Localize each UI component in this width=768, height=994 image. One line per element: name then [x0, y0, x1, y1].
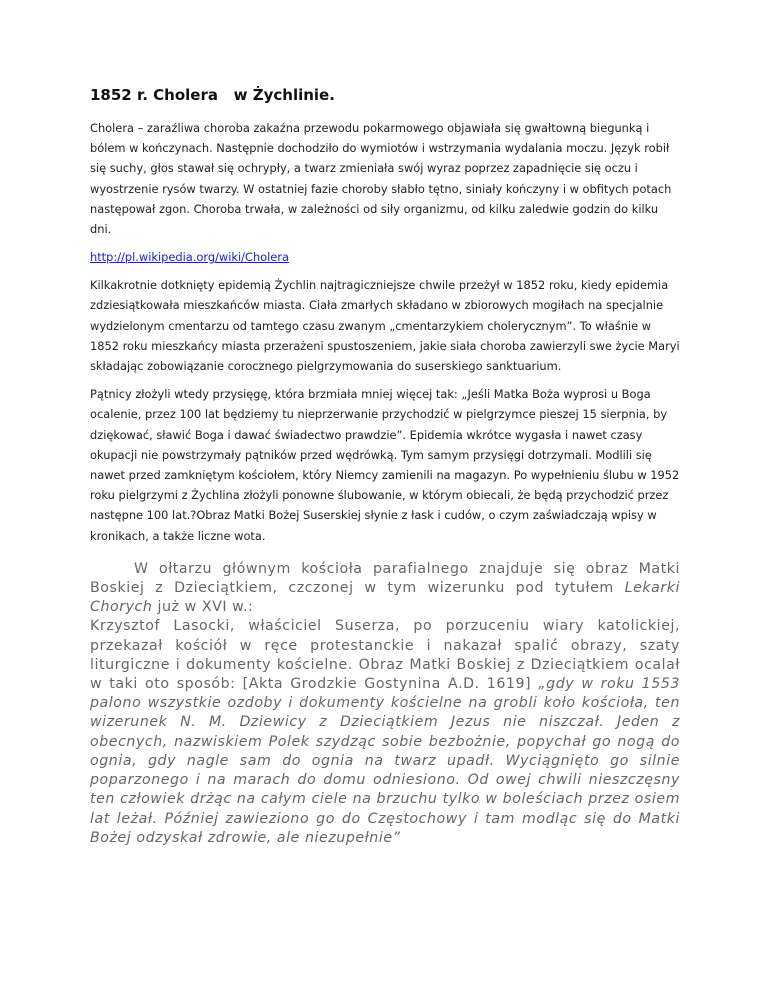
altar-intro: W ołtarzu głównym kościoła parafialnego znajduje się obraz Matki Boskiej z Dzieciątkiem, czczonej w tym wizerunku pod tytułem	[90, 560, 680, 597]
paragraph-epidemic-1852: Kilkakrotnie dotknięty epidemią Żychlin najtragiczniejsze chwile przeżył w 1852 roku, kiedy epidemia zdziesiątkowała mieszkańców miasta. Ciała zmarłych składano w zbiorowych mogiłach na specjalnie wydzielonym cmentarzu od tamtego czasu zwanym „cmentarzykiem cholerycznym”. To właśnie w 1852 roku mieszkańcy miasta przerażeni spustoszeniem, jakie siała choroba zawierzyli swe życie Maryi składając zobowiązanie corocznego pielgrzymowania do suserskiego sanktuarium.	[90, 278, 680, 374]
page-title: 1852 r. Cholera w Żychlinie.	[90, 86, 335, 104]
altar-quote: „gdy w roku 1553 palono wszystkie ozdoby i dokumenty kościelne na grobli koło kościoła, ten wizerunek N. M. Dziewicy z Dzieciątkiem Jezus nie niszczał. Jeden z obecnych, nazwiskiem Polek szydząc sobie bezbożnie, popychał go nogą do ognia, gdy nagle sam do ognia na twarz upadł. Wyciągnięto go silnie poparzonego i na marach do domu odniesiono. Od owej chwili nieszczęsny ten człowiek drżąc na całym ciele na brzuchu tylko w boleściach przez osiem lat leżał. Później zawieziono go do Częstochowy i tam modląc się do Matki Bożej odzyskał zdrowie, ale niezupełnie”	[90, 676, 680, 846]
paragraph-cholera-definition: Cholera – zaraźliwa choroba zakaźna przewodu pokarmowego objawiała się gwałtowną biegunką i bólem w kończynach. Następnie dochodziło do wymiotów i wstrzymania wydalania moczu. Język robił się suchy, głos stawał się ochrypły, a twarz zmieniała swój wyraz poprzez zapadnięcie się oczu i wyostrzenie rysów twarzy. W ostatniej fazie choroby słabło tętno, siniały kończyny i w obfitych potach następował zgon. Choroba trwała, w zależności od siły organizmu, od kilku zaledwie godzin do kilku dni.	[90, 121, 672, 237]
altar-intro-end: już w XVI w.:	[152, 599, 254, 616]
wikipedia-link[interactable]: http://pl.wikipedia.org/wiki/Cholera	[90, 250, 289, 265]
altar-title-italic: Lekarki Chorych	[90, 580, 680, 616]
paragraph-altar-image	[90, 560, 680, 848]
document-page	[90, 86, 680, 848]
paragraph-pilgrims-vow: Pątnicy złożyli wtedy przysięgę, która brzmiała mniej więcej tak: „Jeśli Matka Boża wyprosi u Boga ocalenie, przez 100 lat będziemy tu nieprzerwanie przychodzić w pielgrzymce pieszej 15 sierpnia, by dziękować, sławić Boga i dawać świadectwo prawdzie”. Epidemia wkrótce wygasła i nawet czasy okupacji nie powstrzymały pątników przed wędrówką. Tym samym przysięgi dotrzymali. Modlili się nawet przed zamkniętym kościołem, który Niemcy zamienili na magazyn. Po wypełnieniu ślubu w 1952 roku pielgrzymi z Żychlina złożyli ponowne ślubowanie, w którym obiecali, że będą przychodzić przez następne 100 lat.?Obraz Matki Bożej Suserskiej słynie z łask i cudów, o czym zaświadczają wpisy w kronikach, a także liczne wota.	[90, 387, 680, 543]
altar-body: Krzysztof Lasocki, właściciel Suserza, po porzuceniu wiary katolickiej, przekazał kościół w ręce protestanckie i nakazał spalić obrazy, szaty liturgiczne i dokumenty kościelne. Obraz Matki Boskiej z Dzieciątkiem ocalał w taki oto sposób: [Akta Grodzkie Gostynina A.D. 1619]	[90, 618, 680, 693]
